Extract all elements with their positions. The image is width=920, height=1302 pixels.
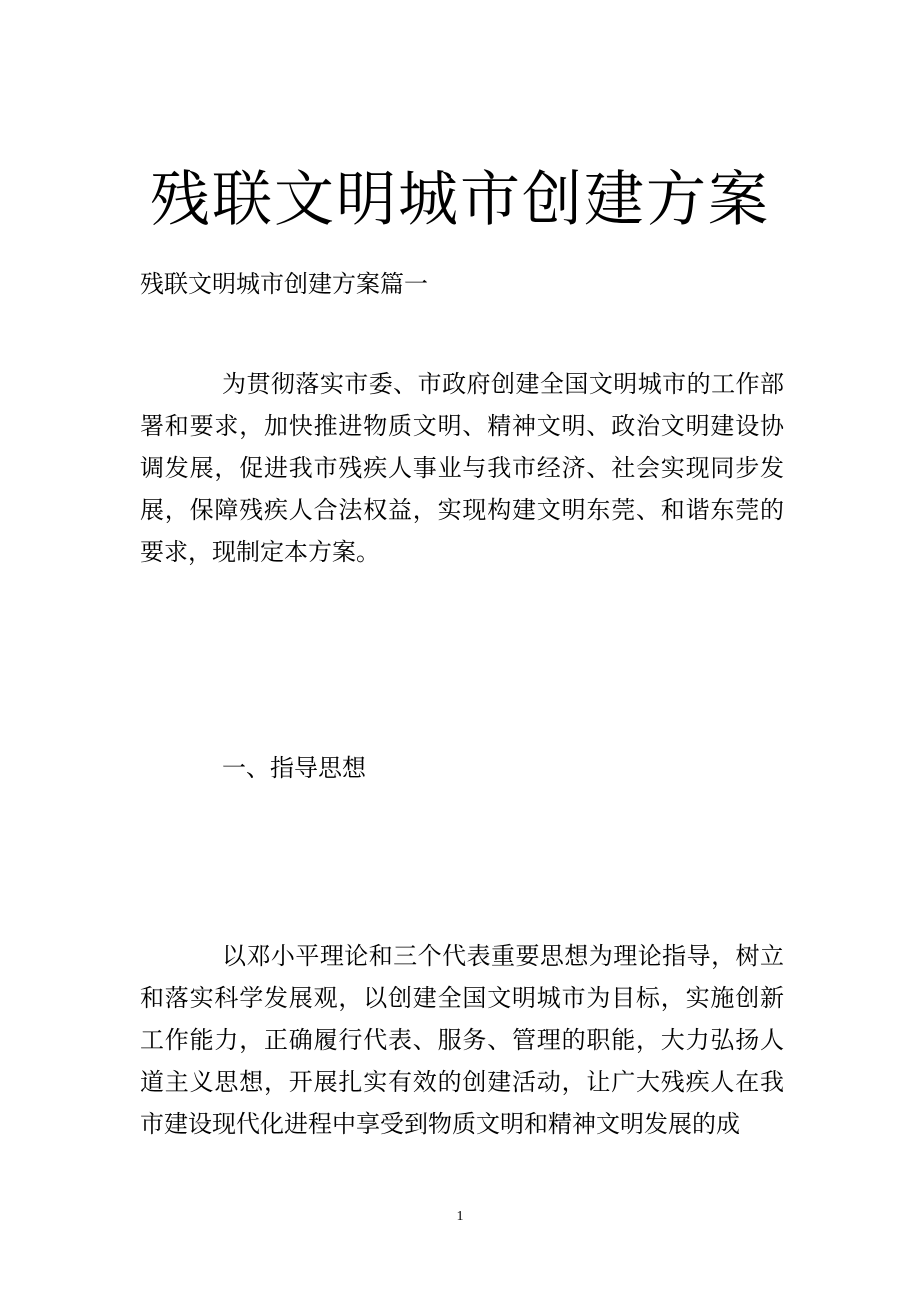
- section-heading-guiding-ideology: 一、指导思想: [222, 754, 366, 782]
- guiding-ideology-paragraph: 以邓小平理论和三个代表重要思想为理论指导，树立和落实科学发展观，以创建全国文明城市为目标，实施创新工作能力，正确履行代表、服务、管理的职能，大力弘扬人道主义思想，开展扎实有效的创建活动，让广大残疾人在我市建设现代化进程中享受到物质文明和精神文明发展的成: [140, 942, 784, 1138]
- page-number: 1: [456, 1209, 464, 1224]
- document-title: 残联文明城市创建方案: [150, 165, 770, 235]
- document-subtitle: 残联文明城市创建方案篇一: [140, 270, 428, 298]
- intro-paragraph: 为贯彻落实市委、市政府创建全国文明城市的工作部署和要求，加快推进物质文明、精神文明、政治文明建设协调发展，促进我市残疾人事业与我市经济、社会实现同步发展，保障残疾人合法权益，实现构建文明东莞、和谐东莞的要求，现制定本方案。: [140, 370, 784, 566]
